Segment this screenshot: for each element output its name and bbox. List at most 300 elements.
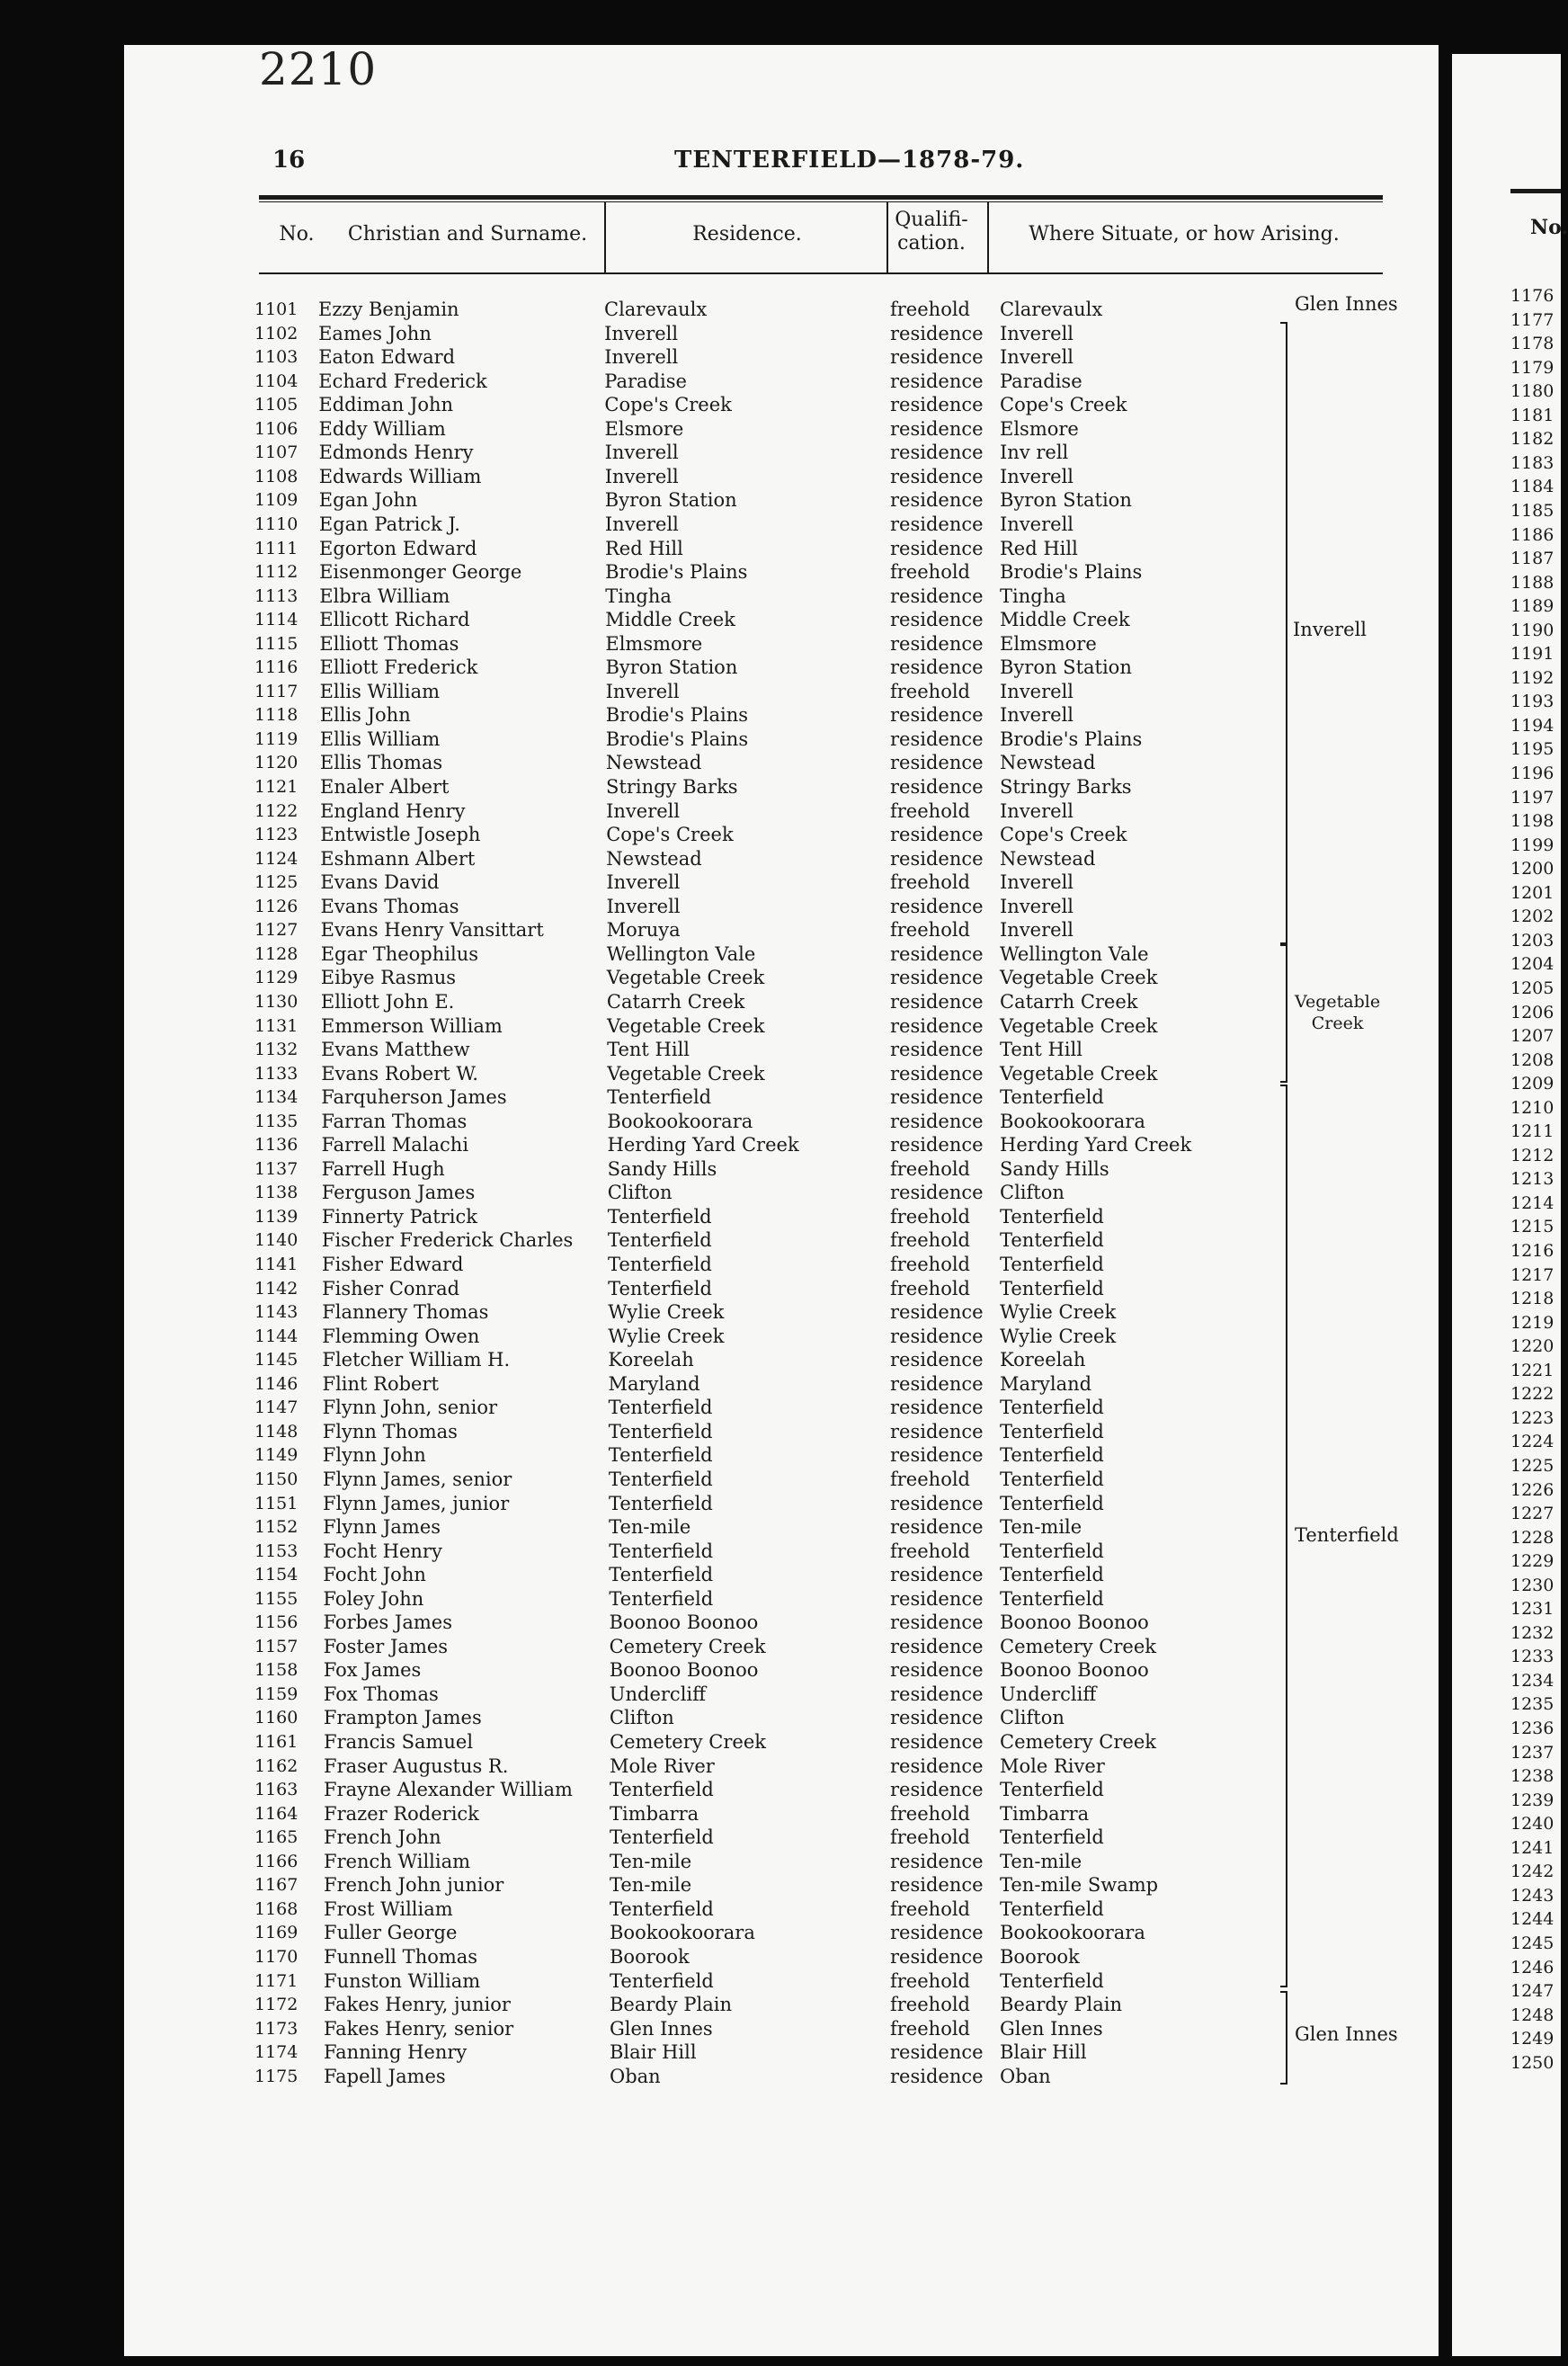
where-situate: Koreelah <box>1000 1349 1086 1371</box>
residence: Inverell <box>604 465 679 487</box>
voter-name: Evans Henry Vansittart <box>320 919 544 942</box>
facing-page-number: 1210 <box>1510 1097 1555 1118</box>
row-number: 1150 <box>254 1469 298 1489</box>
row-number: 1163 <box>254 1780 298 1800</box>
page-number: 16 <box>272 147 306 174</box>
row-number: 1156 <box>254 1612 298 1633</box>
qualification: residence <box>890 1779 984 1801</box>
residence: Wylie Creek <box>608 1325 725 1347</box>
where-situate: Cemetery Creek <box>1000 1731 1156 1753</box>
where-situate: Ten-mile <box>1000 1850 1082 1872</box>
where-situate: Boonoo Boonoo <box>1000 1659 1149 1682</box>
row-number: 1122 <box>254 800 298 821</box>
row-number: 1154 <box>254 1565 298 1585</box>
voter-name: Ferguson James <box>321 1182 476 1204</box>
row-number: 1148 <box>254 1421 298 1442</box>
facing-page-number: 1189 <box>1510 596 1555 617</box>
row-number: 1132 <box>254 1040 298 1060</box>
where-situate: Tenterfield <box>1000 1205 1104 1228</box>
row-number: 1167 <box>254 1875 298 1896</box>
where-situate: Inverell <box>1000 346 1074 369</box>
voter-name: Edmonds Henry <box>318 442 474 464</box>
qualification: freehold <box>890 1540 970 1562</box>
qualification: residence <box>890 1731 984 1753</box>
facing-page-number: 1224 <box>1510 1432 1555 1452</box>
voter-name: Funston William <box>324 1969 481 1992</box>
qualification: residence <box>890 967 984 989</box>
residence: Tenterfield <box>610 1826 714 1849</box>
facing-page-number: 1195 <box>1510 739 1555 760</box>
voter-name: Eibye Rasmus <box>320 967 457 989</box>
qualification: residence <box>890 1397 984 1419</box>
where-situate: Tenterfield <box>1000 1587 1104 1610</box>
facing-page-number: 1226 <box>1510 1479 1555 1500</box>
where-situate: Red Hill <box>1000 537 1078 559</box>
residence: Tenterfield <box>608 1277 712 1299</box>
voter-name: Eisenmonger George <box>319 561 522 584</box>
facing-page-number: 1217 <box>1510 1264 1555 1285</box>
voter-name: Farrell Hugh <box>321 1157 445 1180</box>
where-situate: Beardy Plain <box>1000 1994 1123 2016</box>
facing-page-number: 1207 <box>1510 1026 1555 1047</box>
where-situate: Glen Innes <box>1000 2017 1103 2040</box>
facing-page-number: 1241 <box>1510 1837 1555 1858</box>
bracket-glen-innes <box>1280 1991 1287 2085</box>
qualification: residence <box>890 1492 984 1514</box>
district-label: Inverell <box>1293 619 1368 640</box>
voter-name: Eshmann Albert <box>320 847 476 870</box>
qualification: freehold <box>890 1897 970 1920</box>
qualification: residence <box>890 1612 984 1634</box>
facing-page-number: 1187 <box>1510 549 1555 569</box>
facing-page-number: 1244 <box>1510 1909 1555 1930</box>
facing-page-number: 1188 <box>1510 572 1555 593</box>
row-number: 1109 <box>254 490 298 511</box>
top-rule-thin <box>259 201 1383 202</box>
where-situate: Elmsmore <box>1000 632 1097 655</box>
residence: Elsmore <box>604 417 684 440</box>
residence: Boorook <box>610 1945 690 1968</box>
row-number: 1106 <box>254 418 298 439</box>
residence: Tenterfield <box>608 1397 713 1419</box>
where-situate: Brodie's Plains <box>1000 728 1143 750</box>
where-situate: Sandy Hills <box>1000 1157 1109 1180</box>
facing-page-number: 1216 <box>1510 1241 1555 1261</box>
row-number: 1135 <box>254 1111 298 1131</box>
voter-name: Ellis Thomas <box>319 752 443 774</box>
facing-page-number: 1186 <box>1510 524 1555 545</box>
voter-name: Fakes Henry, junior <box>324 1994 511 2016</box>
facing-page-number: 1176 <box>1510 286 1555 306</box>
residence: Ten-mile <box>610 1874 692 1897</box>
facing-page-number: 1231 <box>1510 1599 1555 1620</box>
facing-page-number: 1229 <box>1510 1551 1555 1572</box>
facing-page-number: 1249 <box>1510 2029 1555 2049</box>
residence: Tenterfield <box>609 1564 714 1586</box>
header-divider <box>604 202 606 272</box>
qualification: residence <box>890 1659 984 1682</box>
voter-name: Frazer Roderick <box>324 1802 479 1825</box>
qualification: residence <box>890 1922 984 1944</box>
qualification: residence <box>890 632 984 655</box>
row-number: 1133 <box>254 1063 298 1084</box>
row-number: 1160 <box>254 1708 298 1728</box>
where-situate: Inverell <box>1000 704 1074 727</box>
row-number: 1159 <box>254 1683 298 1704</box>
row-number: 1143 <box>254 1302 298 1323</box>
facing-page-number: 1178 <box>1510 334 1555 354</box>
residence: Bookookoorara <box>610 1922 755 1944</box>
voter-name: Forbes James <box>323 1612 452 1634</box>
qualification: residence <box>890 752 984 774</box>
voter-name: Flynn James, senior <box>322 1468 512 1490</box>
row-number: 1131 <box>254 1015 298 1036</box>
residence: Tenterfield <box>607 1229 712 1252</box>
residence: Middle Creek <box>605 609 735 631</box>
where-situate: Tenterfield <box>1000 1564 1104 1586</box>
where-situate: Tenterfield <box>1000 1492 1104 1514</box>
residence: Clifton <box>609 1707 674 1729</box>
voter-name: Ellicott Richard <box>319 609 470 631</box>
voter-name: Focht Henry <box>323 1540 442 1562</box>
where-situate: Middle Creek <box>1000 609 1130 631</box>
facing-page-number: 1193 <box>1510 692 1555 712</box>
voter-name: French John <box>324 1826 441 1849</box>
row-number: 1103 <box>254 347 298 368</box>
voter-name: French William <box>324 1850 471 1872</box>
qualification: residence <box>890 1325 984 1347</box>
row-number: 1139 <box>254 1206 298 1227</box>
where-situate: Mole River <box>1000 1754 1105 1777</box>
header-rule <box>259 272 1383 274</box>
row-number: 1136 <box>254 1135 298 1156</box>
where-situate: Wellington Vale <box>1000 942 1149 965</box>
voter-name: Fletcher William H. <box>322 1349 511 1371</box>
voter-name: Ellis John <box>319 704 411 727</box>
residence: Catarrh Creek <box>606 990 745 1013</box>
where-situate: Wylie Creek <box>1000 1325 1117 1347</box>
residence: Tenterfield <box>610 1897 714 1920</box>
facing-page-number: 1215 <box>1510 1217 1555 1237</box>
where-situate: Maryland <box>1000 1372 1092 1395</box>
row-number: 1171 <box>254 1970 298 1991</box>
residence: Wylie Creek <box>608 1301 725 1324</box>
qualification: freehold <box>890 1802 970 1825</box>
where-situate: Inverell <box>1000 465 1074 487</box>
voter-name: Fraser Augustus R. <box>324 1754 509 1777</box>
qualification: residence <box>890 417 984 440</box>
folio-stamp: 2210 <box>259 43 378 95</box>
where-situate: Tingha <box>1000 585 1066 607</box>
voter-name: Ellis William <box>319 680 441 702</box>
where-situate: Cope's Creek <box>1000 394 1127 416</box>
where-situate: Elsmore <box>1000 417 1079 440</box>
residence: Tent Hill <box>607 1039 690 1061</box>
row-number: 1164 <box>254 1803 298 1824</box>
voter-name: Fuller George <box>324 1922 458 1944</box>
voter-name: Fisher Conrad <box>322 1277 460 1299</box>
row-number: 1119 <box>254 728 298 749</box>
where-situate: Herding Yard Creek <box>1000 1134 1192 1156</box>
facing-page-number: 1185 <box>1510 500 1555 521</box>
row-number: 1118 <box>254 705 298 726</box>
residence: Tenterfield <box>608 1254 712 1275</box>
voter-name: Ellis William <box>319 728 441 750</box>
residence: Vegetable Creek <box>607 1062 765 1085</box>
qualification: residence <box>890 1707 984 1729</box>
row-number: 1172 <box>254 1995 298 2015</box>
facing-page-number: 1206 <box>1510 1002 1555 1022</box>
facing-page-rule <box>1510 189 1561 193</box>
where-situate: Tenterfield <box>1000 1779 1104 1801</box>
qualification: residence <box>890 1134 984 1156</box>
facing-page-number: 1232 <box>1510 1622 1555 1643</box>
where-situate: Inverell <box>1000 799 1074 822</box>
facing-page-number: 1235 <box>1510 1694 1555 1715</box>
voter-name: Edwards William <box>318 465 482 487</box>
residence: Inverell <box>604 322 679 344</box>
residence: Cemetery Creek <box>609 1635 766 1657</box>
residence: Byron Station <box>605 656 738 679</box>
facing-page-number: 1180 <box>1510 381 1555 402</box>
voter-name: Ezzy Benjamin <box>318 299 459 320</box>
voter-name: Flemming Owen <box>322 1325 480 1347</box>
qualification: residence <box>890 1444 984 1467</box>
facing-page-number: 1211 <box>1510 1121 1555 1142</box>
residence: Oban <box>610 2065 661 2087</box>
qualification: residence <box>890 537 984 559</box>
qualification: freehold <box>890 1994 970 2016</box>
row-number: 1157 <box>254 1636 298 1656</box>
qualification: freehold <box>890 919 970 942</box>
where-situate: Clifton <box>1000 1707 1065 1729</box>
where-situate: Boonoo Boonoo <box>1000 1612 1149 1634</box>
voter-name: Entwistle Joseph <box>320 824 481 846</box>
qualification: residence <box>890 609 984 631</box>
voter-name: Finnerty Patrick <box>321 1205 477 1228</box>
residence: Brodie's Plains <box>605 704 748 727</box>
voter-name: Eaton Edward <box>318 346 456 369</box>
row-number: 1142 <box>254 1278 298 1299</box>
where-situate: Tenterfield <box>1000 1397 1104 1419</box>
facing-page-number: 1242 <box>1510 1862 1555 1882</box>
bracket-vegetable-creek <box>1280 944 1287 1083</box>
row-number: 1137 <box>254 1158 298 1179</box>
residence: Red Hill <box>605 537 683 559</box>
facing-page-number: 1177 <box>1510 309 1555 330</box>
qualification: residence <box>890 942 984 965</box>
residence: Bookookoorara <box>607 1110 753 1132</box>
qualification: residence <box>890 847 984 870</box>
residence: Koreelah <box>608 1349 694 1371</box>
residence: Mole River <box>610 1754 715 1777</box>
where-situate: Inverell <box>1000 871 1074 894</box>
voter-name: Eames John <box>318 322 432 344</box>
facing-page-number: 1201 <box>1510 882 1555 903</box>
qualification: residence <box>890 1182 984 1204</box>
qualification: residence <box>890 1420 984 1442</box>
row-number: 1107 <box>254 442 298 463</box>
residence: Cemetery Creek <box>610 1731 766 1753</box>
facing-page-number: 1236 <box>1510 1719 1555 1738</box>
row-number: 1140 <box>254 1230 298 1251</box>
header-divider <box>987 202 989 272</box>
residence: Tenterfield <box>610 1779 714 1801</box>
facing-page-number: 1225 <box>1510 1455 1555 1476</box>
qualification: freehold <box>890 1277 970 1299</box>
qualification: residence <box>890 2065 984 2087</box>
voter-name: Farrell Malachi <box>321 1134 469 1156</box>
facing-page-number: 1220 <box>1510 1336 1555 1357</box>
row-number: 1153 <box>254 1540 298 1561</box>
facing-page-number: 1181 <box>1510 405 1555 425</box>
residence: Moruya <box>606 919 681 942</box>
voter-name: Fox Thomas <box>323 1683 439 1705</box>
qualification: residence <box>890 1110 984 1132</box>
where-situate: Bookookoorara <box>1000 1110 1145 1132</box>
facing-page-number: 1199 <box>1510 835 1555 855</box>
voter-name: Elliott Frederick <box>319 656 478 679</box>
qualification: residence <box>890 442 984 464</box>
row-number: 1168 <box>254 1898 298 1919</box>
voter-name: Eddiman John <box>318 394 454 416</box>
facing-page-number: 1203 <box>1510 930 1555 951</box>
facing-page-number: 1197 <box>1510 787 1555 808</box>
row-number: 1145 <box>254 1350 298 1370</box>
facing-page-number: 1198 <box>1510 811 1555 832</box>
row-number: 1130 <box>254 991 298 1012</box>
voter-name: Evans Robert W. <box>321 1062 478 1085</box>
voter-name: Fakes Henry, senior <box>324 2017 514 2040</box>
residence: Tingha <box>605 585 672 607</box>
qualification: residence <box>890 1683 984 1705</box>
where-situate: Tenterfield <box>1000 1468 1104 1490</box>
voter-name: Frost William <box>324 1897 453 1920</box>
qualification: freehold <box>890 799 970 822</box>
qualification: residence <box>890 1062 984 1085</box>
residence: Inverell <box>605 680 680 702</box>
voter-name: Egar Theophilus <box>320 942 478 965</box>
row-number: 1138 <box>254 1183 298 1203</box>
residence: Tenterfield <box>608 1468 713 1490</box>
facing-page-number: 1205 <box>1510 978 1555 998</box>
qualification: residence <box>890 1039 984 1061</box>
row-number: 1127 <box>254 920 298 941</box>
qualification: residence <box>890 1301 984 1324</box>
where-situate: Wylie Creek <box>1000 1301 1117 1324</box>
row-number: 1162 <box>254 1755 298 1776</box>
voter-name: Evans Matthew <box>321 1039 470 1061</box>
residence: Cope's Creek <box>604 394 732 416</box>
voter-name: Flynn James <box>323 1516 441 1539</box>
qualification: residence <box>890 346 984 369</box>
where-situate: Boorook <box>1000 1945 1080 1968</box>
row-number: 1165 <box>254 1827 298 1848</box>
row-number: 1146 <box>254 1373 298 1394</box>
where-situate: Newstead <box>1000 847 1096 870</box>
where-situate: Ten-mile Swamp <box>1000 1874 1159 1897</box>
qualification: residence <box>890 895 984 917</box>
where-situate: Newstead <box>1000 752 1096 774</box>
qualification: residence <box>890 1874 984 1897</box>
row-number: 1108 <box>254 466 298 487</box>
qualification: residence <box>890 656 984 679</box>
where-situate: Tenterfield <box>1000 1086 1104 1109</box>
where-situate: Tenterfield <box>1000 1897 1104 1920</box>
residence: Maryland <box>608 1372 700 1395</box>
residence: Paradise <box>604 370 687 392</box>
row-number: 1129 <box>254 968 298 988</box>
facing-page-number: 1243 <box>1510 1885 1555 1906</box>
row-number: 1161 <box>254 1732 298 1752</box>
residence: Brodie's Plains <box>605 728 749 750</box>
voter-name: Funnell Thomas <box>324 1945 478 1968</box>
where-situate: Tenterfield <box>1000 1540 1104 1562</box>
header-where-situate: Where Situate, or how Arising. <box>1029 223 1340 246</box>
row-number: 1124 <box>254 848 298 869</box>
voter-name: Frampton James <box>323 1707 482 1729</box>
where-situate: Tenterfield <box>1000 1969 1104 1992</box>
voter-name: England Henry <box>320 799 466 822</box>
where-situate: Inverell <box>1000 895 1074 917</box>
residence: Wellington Vale <box>606 942 756 965</box>
where-situate: Clarevaulx <box>1000 299 1103 320</box>
row-number: 1102 <box>254 323 298 344</box>
qualification: freehold <box>890 680 970 702</box>
facing-page-number: 1233 <box>1510 1647 1555 1667</box>
voter-name: Egan Patrick J. <box>318 513 460 535</box>
facing-page-number: 1222 <box>1510 1384 1555 1405</box>
facing-page-header: No. <box>1530 216 1568 239</box>
residence: Beardy Plain <box>610 1994 733 2016</box>
residence: Herding Yard Creek <box>607 1134 799 1156</box>
where-situate: Paradise <box>1000 370 1082 392</box>
voter-name: Egan John <box>318 489 418 512</box>
residence: Tenterfield <box>607 1086 712 1109</box>
qualification: freehold <box>890 1826 970 1849</box>
facing-page-number: 1212 <box>1510 1145 1555 1165</box>
residence: Vegetable Creek <box>606 967 765 989</box>
row-number: 1114 <box>254 610 298 630</box>
row-number: 1147 <box>254 1397 298 1418</box>
voter-name: Fox James <box>323 1659 422 1682</box>
voter-name: Echard Frederick <box>318 370 487 392</box>
residence: Timbarra <box>610 1802 699 1825</box>
residence: Tenterfield <box>610 1969 714 1992</box>
voter-name: Elliott John E. <box>320 990 455 1013</box>
qualification: residence <box>890 1014 984 1037</box>
facing-page-number: 1179 <box>1510 357 1555 378</box>
residence: Stringy Barks <box>606 776 738 798</box>
qualification: freehold <box>890 561 970 584</box>
facing-page-number: 1246 <box>1510 1957 1555 1978</box>
voter-name: Flynn James, junior <box>323 1492 510 1514</box>
where-situate: Cope's Creek <box>1000 824 1127 846</box>
qualification: residence <box>890 1516 984 1539</box>
where-situate: Blair Hill <box>1000 2041 1087 2064</box>
qualification: residence <box>890 489 984 512</box>
residence: Tenterfield <box>609 1492 713 1514</box>
facing-page-number: 1214 <box>1510 1192 1555 1213</box>
voter-name: Enaler Albert <box>320 776 450 798</box>
residence: Boonoo Boonoo <box>609 1612 759 1634</box>
facing-page-number: 1218 <box>1510 1289 1555 1309</box>
voter-name: Elliott Thomas <box>319 632 459 655</box>
row-number: 1134 <box>254 1087 298 1108</box>
facing-page-number: 1196 <box>1510 763 1555 783</box>
qualification: residence <box>890 1850 984 1872</box>
row-number: 1151 <box>254 1493 298 1513</box>
